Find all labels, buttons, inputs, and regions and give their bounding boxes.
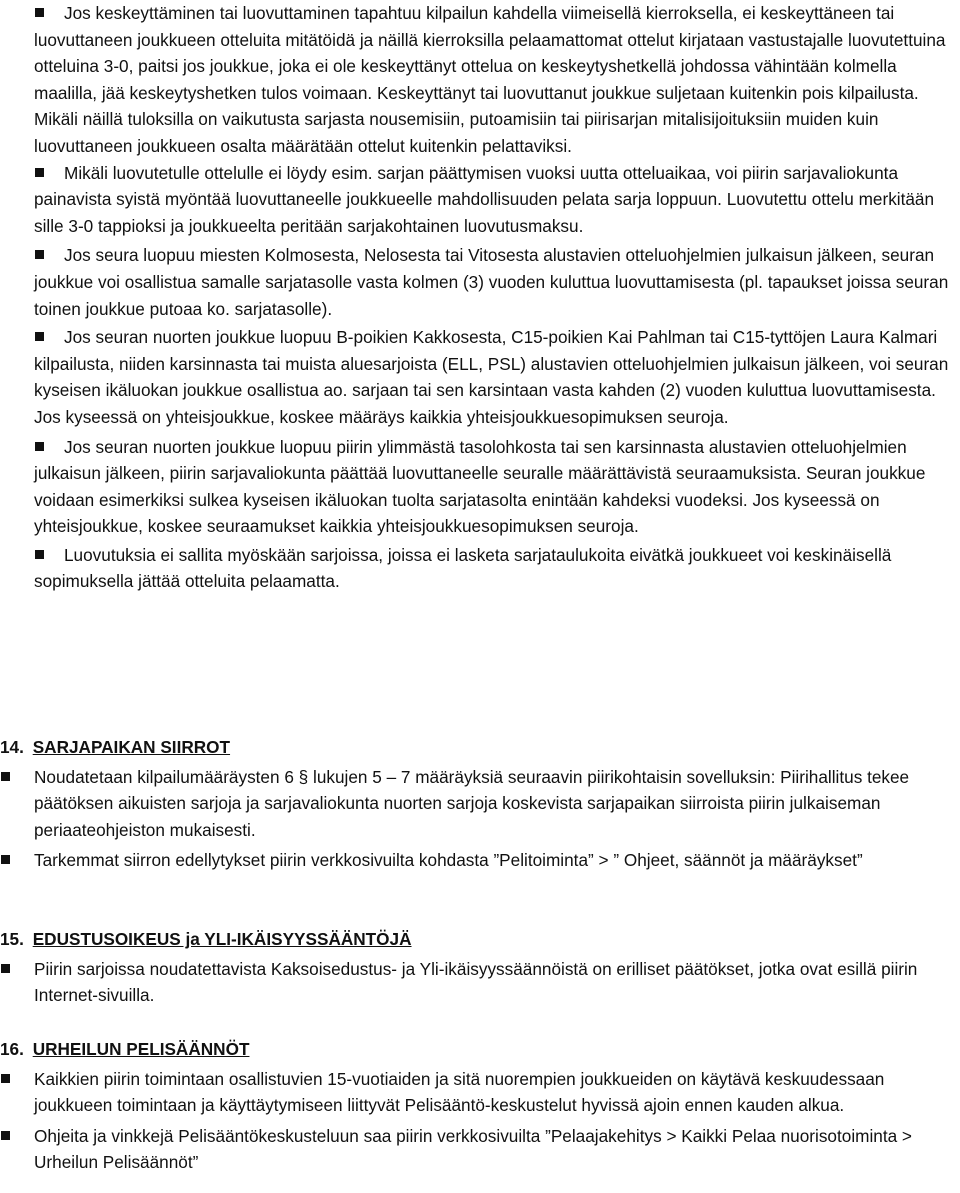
square-bullet-icon [35,550,44,559]
square-bullet-icon [35,250,44,259]
list-item-text: Kaikkien piirin toimintaan osallistuvien 15-vuotiaiden ja sitä nuorempien joukkueiden on käytävä keskuudessaan joukkueen toimintaan ja käyttäytymiseen liittyvät Pelisääntö-keskustelut hyvissä ajoin ennen kauden alkua. [34,1068,885,1116]
section-edustusoikeus [0,926,960,1009]
bullet-text: Jos seuran nuorten joukkue luopuu B-poikien Kakkosesta, C15-poikien Kai Pahlman tai C15-tyttöjen Laura Kalmari kilpailusta, niiden karsinnasta tai muista aluesarjoista (ELL, PSL) alustavien otteluohjelmien julkaisun jälkeen, voi seuran kyseisen ikäluokan joukkue osallistua ao. sarjaan tai sen karsintaan vasta kahden (2) vuoden kuluttua luovuttamisesta. Jos kyseessä on yhteisjoukkue, koskee määräys kaikkia yhteisjoukkuesopimuksen seuroja. [34,327,949,427]
section-title: SARJAPAIKAN SIIRROT [32,737,231,757]
list-item [0,1123,960,1176]
bullet-text: Mikäli luovutetulle ottelulle ei löydy esim. sarjan päättymisen vuoksi uutta otteluaikaa, voi piirin sarjavaliokunta painavista syistä myöntää luovuttaneelle joukkueelle mahdollisuuden pelata sarja loppuun. Luovutettu ottelu merkitään sille 3-0 tappioksi ja joukkueelta peritään sarjakohtainen luovutusmaksu. [34,162,935,236]
section-heading [0,734,960,761]
bullet-paragraph [34,242,958,322]
rules-bullet-list [34,0,958,595]
square-bullet-icon [1,964,10,973]
section-sarjapaikan-siirrot [0,734,960,874]
section-number: 15. [0,929,24,949]
square-bullet-icon [35,332,44,341]
square-bullet-icon [1,1074,10,1083]
square-bullet-icon [35,168,44,177]
square-bullet-icon [35,442,44,451]
section-title: EDUSTUSOIKEUS ja YLI-IKÄISYYSSÄÄNTÖJÄ [32,929,412,949]
bullet-paragraph [34,542,958,595]
bullet-paragraph [34,434,958,540]
list-item [0,764,960,844]
bullet-text: Jos seuran nuorten joukkue luopuu piirin ylimmästä tasolohkosta tai sen karsinnasta alustavien otteluohjelmien julkaisun jälkeen, piirin sarjavaliokunta päättää luovuttaneelle seuralle määrättävistä seuraamuksista. Seuran joukkue voidaan esimerkiksi sulkea kyseisen ikäluokan tuolta sarjatasolta enintään kahdeksi vuodeksi. Jos kyseessä on yhteisjoukkue, koskee seuraamukset kaikkia yhteisjoukkuesopimuksen seuroja. [34,436,926,537]
list-item [0,1066,960,1119]
section-heading [0,1036,960,1063]
section-number: 16. [0,1039,24,1059]
list-item-text: Noudatetaan kilpailumääräysten 6 § lukujen 5 – 7 määräyksiä seuraavin piirikohtaisin sovelluksin: Piirihallitus tekee päätöksen aikuisten sarjoja ja sarjavaliokunta nuorten sarjoja koskevista sarjapaikan siirroista piirin julkaiseman periaateohjeiston mukaisesti. [34,766,910,840]
bullet-paragraph [34,0,958,160]
section-number: 14. [0,737,24,757]
section-urheilun-pelisaannot [0,1036,960,1176]
square-bullet-icon [1,772,10,781]
square-bullet-icon [35,8,44,17]
bullet-text: Jos keskeyttäminen tai luovuttaminen tapahtuu kilpailun kahdella viimeisellä kierroksella, ei keskeyttäneen tai luovuttaneen joukkueen otteluita mitätöidä ja näillä kierroksilla pelaamattomat ottelut kirjataan vastustajalle luovutettuina otteluina 3-0, paitsi jos joukkue, joka ei ole keskeyttänyt ottelua on keskeytyshetkellä johdossa vähintään kolmella maalilla, jää keskeytyshetken tulos voimaan. Keskeyttänyt tai luovuttanut joukkue suljetaan kuitenkin pois kilpailusta. Mikäli näillä tuloksilla on vaikutusta sarjasta nousemisiin, putoamisiin tai piirisarjan mitalisijoituksiin muiden kuin luovuttaneen joukkueen osalta määrätään ottelut kuitenkin pelattaviksi. [34,3,946,156]
bullet-text: Luovutuksia ei sallita myöskään sarjoissa, joissa ei lasketa sarjataulukoita eivätkä joukkueet voi keskinäisellä sopimuksella jättää otteluita pelaamatta. [34,544,892,592]
section-heading [0,926,960,953]
list-item [0,847,960,874]
list-item [0,956,960,1009]
section-title: URHEILUN PELISÄÄNNÖT [32,1039,250,1059]
square-bullet-icon [1,1131,10,1140]
bullet-paragraph [34,160,958,240]
bullet-text: Jos seura luopuu miesten Kolmosesta, Nelosesta tai Vitosesta alustavien otteluohjelmien julkaisun jälkeen, seuran joukkue voi osallistua samalle sarjatasolle vasta kolmen (3) vuoden kuluttua luovuttamisesta (pl. tapaukset joissa seuran toinen joukkue putoaa ko. sarjatasolle). [34,245,949,319]
bullet-paragraph [34,324,958,430]
square-bullet-icon [1,855,10,864]
list-item-text: Tarkemmat siirron edellytykset piirin verkkosivuilta kohdasta ”Pelitoiminta” > ” Ohjeet, säännöt ja määräykset” [34,850,863,871]
list-item-text: Ohjeita ja vinkkejä Pelisääntökeskusteluun saa piirin verkkosivuilta ”Pelaajakehitys > Kaikki Pelaa nuorisotoiminta > Urheilun Pelisäännöt” [34,1125,912,1173]
list-item-text: Piirin sarjoissa noudatettavista Kaksoisedustus- ja Yli-ikäisyyssäännöistä on erilliset päätökset, jotka ovat esillä piirin Internet-sivuilla. [34,958,918,1006]
